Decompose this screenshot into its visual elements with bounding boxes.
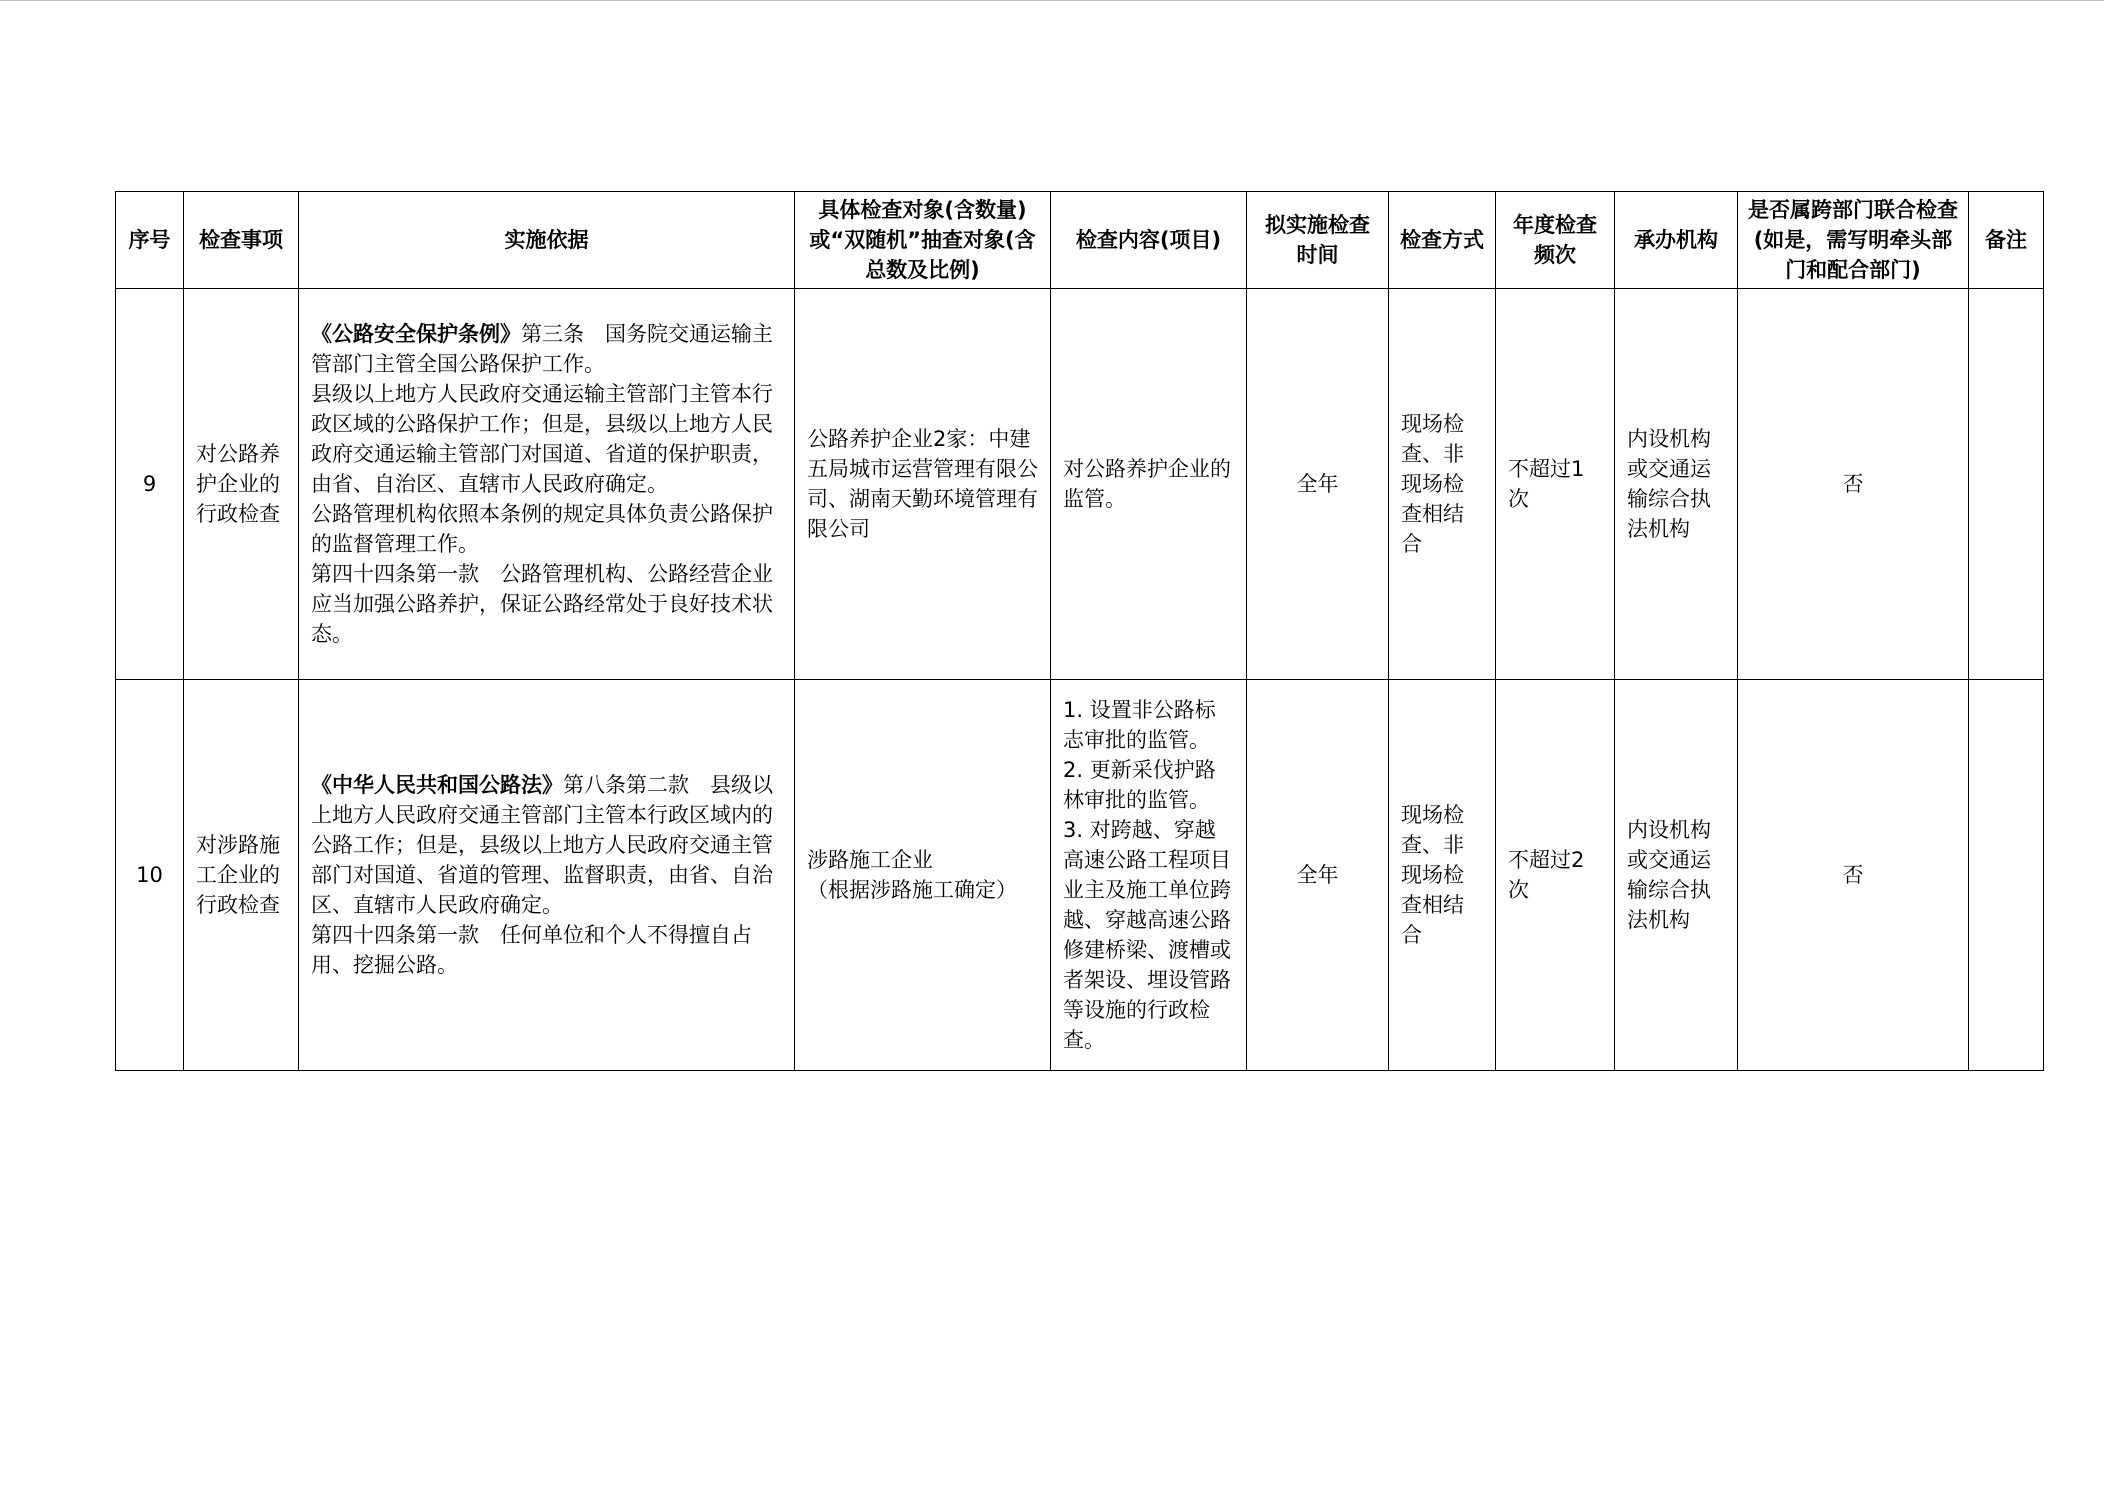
cell-item: 对涉路施工企业的行政检查	[184, 680, 299, 1071]
basis-paragraph	[311, 319, 782, 379]
cell-seq: 9	[116, 289, 184, 680]
cell-basis	[299, 289, 795, 680]
cell-method: 现场检查、非现场检查相结合	[1389, 289, 1496, 680]
header-organization: 承办机构	[1615, 192, 1738, 289]
cell-organization: 内设机构或交通运输综合执法机构	[1615, 680, 1738, 1071]
object-name: 涉路施工企业	[807, 848, 933, 872]
inspection-plan-table	[115, 191, 2044, 1071]
cell-method: 现场检查、非现场检查相结合	[1389, 680, 1496, 1071]
table-header-row	[116, 192, 2044, 289]
basis-paragraph: 县级以上地方人民政府交通运输主管部门主管本行政区域的公路保护工作；但是，县级以上地方人民政府交通运输主管部门对国道、省道的保护职责，由省、自治区、直辖市人民政府确定。	[311, 382, 773, 496]
cell-seq: 10	[116, 680, 184, 1071]
header-seq: 序号	[116, 192, 184, 289]
basis-text: 第八条第二款 县级以上地方人民政府交通主管部门主管本行政区域内的公路工作；但是，县级以上地方人民政府交通主管部门对国道、省道的管理、监督职责，由省、自治区、直辖市人民政府确定。	[311, 773, 773, 917]
content-item: 1. 设置非公路标志审批的监管。	[1063, 698, 1216, 752]
header-remark: 备注	[1969, 192, 2044, 289]
cell-time: 全年	[1247, 680, 1389, 1071]
basis-paragraph: 公路管理机构依照本条例的规定具体负责公路保护的监督管理工作。	[311, 502, 773, 556]
basis-text: 第三条 国务院交通运输主管部门主管全国公路保护工作。	[311, 322, 773, 376]
content-item: 3. 对跨越、穿越高速公路工程项目业主及施工单位跨越、穿越高速公路修建桥梁、渡槽或者架设、埋设管路等设施的行政检查。	[1063, 818, 1231, 1052]
header-basis: 实施依据	[299, 192, 795, 289]
basis-paragraph: 第四十四条第一款 任何单位和个人不得擅自占用、挖掘公路。	[311, 923, 752, 977]
header-joint-inspection: 是否属跨部门联合检查(如是，需写明牵头部门和配合部门)	[1738, 192, 1969, 289]
cell-object: 公路养护企业2家：中建五局城市运营管理有限公司、湖南天勤环境管理有限公司	[795, 289, 1051, 680]
cell-object	[795, 680, 1051, 1071]
header-time: 拟实施检查时间	[1247, 192, 1389, 289]
header-frequency: 年度检查频次	[1496, 192, 1615, 289]
header-method: 检查方式	[1389, 192, 1496, 289]
cell-frequency: 不超过1次	[1496, 289, 1615, 680]
object-note: （根据涉路施工确定）	[807, 878, 1017, 902]
cell-remark	[1969, 289, 2044, 680]
page-top-border	[0, 0, 2104, 1]
cell-content: 对公路养护企业的监管。	[1051, 289, 1247, 680]
cell-frequency: 不超过2次	[1496, 680, 1615, 1071]
header-object: 具体检查对象(含数量)或“双随机”抽查对象(含总数及比例)	[795, 192, 1051, 289]
law-title: 《中华人民共和国公路法》	[311, 773, 563, 797]
table-row	[116, 680, 2044, 1071]
header-content: 检查内容(项目)	[1051, 192, 1247, 289]
header-item: 检查事项	[184, 192, 299, 289]
cell-item: 对公路养护企业的行政检查	[184, 289, 299, 680]
content-item: 2. 更新采伐护路林审批的监管。	[1063, 758, 1216, 812]
cell-basis	[299, 680, 795, 1071]
cell-joint-inspection: 否	[1738, 680, 1969, 1071]
basis-paragraph: 第四十四条第一款 公路管理机构、公路经营企业应当加强公路养护，保证公路经常处于良好技术状态。	[311, 562, 773, 646]
cell-remark	[1969, 680, 2044, 1071]
law-title: 《公路安全保护条例》	[311, 322, 521, 346]
table-row	[116, 289, 2044, 680]
basis-paragraph	[311, 770, 782, 920]
cell-organization: 内设机构或交通运输综合执法机构	[1615, 289, 1738, 680]
cell-content	[1051, 680, 1247, 1071]
cell-joint-inspection: 否	[1738, 289, 1969, 680]
cell-time: 全年	[1247, 289, 1389, 680]
